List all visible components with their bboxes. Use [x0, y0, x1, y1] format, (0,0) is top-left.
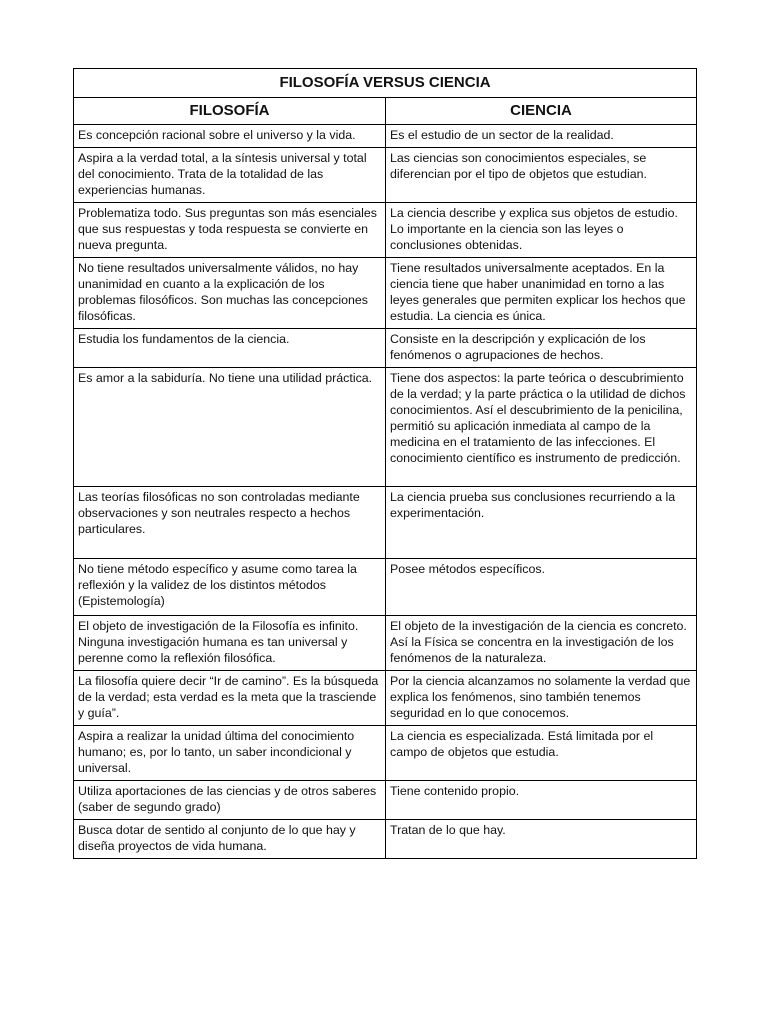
cell-filosofia: Problematiza todo. Sus preguntas son más esenciales que sus respuestas y toda respuesta se convierte en nueva pregunta.	[74, 203, 386, 258]
header-filosofia: FILOSOFÍA	[74, 98, 386, 125]
cell-filosofia: La filosofía quiere decir “Ir de camino”. Es la búsqueda de la verdad; esta verdad es la meta que la trasciende y guía”.	[74, 671, 386, 726]
cell-filosofia: Las teorías filosóficas no son controladas mediante observaciones y son neutrales respecto a hechos particulares.	[74, 487, 386, 559]
cell-ciencia: La ciencia prueba sus conclusiones recurriendo a la experimentación.	[386, 487, 697, 559]
table-header-row	[74, 98, 697, 125]
table-row	[74, 559, 697, 616]
cell-filosofia: Estudia los fundamentos de la ciencia.	[74, 329, 386, 368]
cell-filosofia: Utiliza aportaciones de las ciencias y de otros saberes (saber de segundo grado)	[74, 781, 386, 820]
header-ciencia: CIENCIA	[386, 98, 697, 125]
table-row	[74, 671, 697, 726]
table-row	[74, 368, 697, 487]
table-title: FILOSOFÍA VERSUS CIENCIA	[74, 69, 697, 98]
cell-ciencia: Las ciencias son conocimientos especiales, se diferencian por el tipo de objetos que estudian.	[386, 148, 697, 203]
table-row	[74, 203, 697, 258]
cell-filosofia: Es amor a la sabiduría. No tiene una utilidad práctica.	[74, 368, 386, 487]
cell-filosofia: No tiene resultados universalmente válidos, no hay unanimidad en cuanto a la explicación de los problemas filosóficos. Son muchas las concepciones filosóficas.	[74, 258, 386, 329]
cell-filosofia: Busca dotar de sentido al conjunto de lo que hay y diseña proyectos de vida humana.	[74, 820, 386, 859]
cell-filosofia: No tiene método específico y asume como tarea la reflexión y la validez de los distintos métodos (Epistemología)	[74, 559, 386, 616]
table-row	[74, 726, 697, 781]
cell-ciencia: Es el estudio de un sector de la realidad.	[386, 125, 697, 148]
comparison-table	[73, 68, 697, 859]
table-title-row	[74, 69, 697, 98]
table-row	[74, 616, 697, 671]
cell-filosofia: Es concepción racional sobre el universo y la vida.	[74, 125, 386, 148]
table-row	[74, 148, 697, 203]
cell-ciencia: Tratan de lo que hay.	[386, 820, 697, 859]
table-row	[74, 125, 697, 148]
cell-ciencia: Tiene dos aspectos: la parte teórica o descubrimiento de la verdad; y la parte práctica o la utilidad de dichos conocimientos. Así el descubrimiento de la penicilina, permitió su aplicación inmediata al campo de la medicina en el tratamiento de las infecciones. El conocimiento científico es instrumento de predicción.	[386, 368, 697, 487]
table-row	[74, 781, 697, 820]
cell-ciencia: Tiene resultados universalmente aceptados. En la ciencia tiene que haber unanimidad en torno a las leyes generales que permiten explicar los hechos que estudia. La ciencia es única.	[386, 258, 697, 329]
cell-filosofia: Aspira a la verdad total, a la síntesis universal y total del conocimiento. Trata de la totalidad de las experiencias humanas.	[74, 148, 386, 203]
cell-ciencia: Consiste en la descripción y explicación de los fenómenos o agrupaciones de hechos.	[386, 329, 697, 368]
cell-ciencia: El objeto de la investigación de la ciencia es concreto. Así la Física se concentra en la investigación de los fenómenos de la naturaleza.	[386, 616, 697, 671]
cell-ciencia: La ciencia es especializada. Está limitada por el campo de objetos que estudia.	[386, 726, 697, 781]
cell-filosofia: Aspira a realizar la unidad última del conocimiento humano; es, por lo tanto, un saber incondicional y universal.	[74, 726, 386, 781]
cell-filosofia: El objeto de investigación de la Filosofía es infinito. Ninguna investigación humana es tan universal y perenne como la reflexión filosófica.	[74, 616, 386, 671]
table-row	[74, 820, 697, 859]
table-row	[74, 329, 697, 368]
cell-ciencia: Posee métodos específicos.	[386, 559, 697, 616]
cell-ciencia: Por la ciencia alcanzamos no solamente la verdad que explica los fenómenos, sino también tenemos seguridad en lo que conocemos.	[386, 671, 697, 726]
table-row	[74, 487, 697, 559]
cell-ciencia: La ciencia describe y explica sus objetos de estudio. Lo importante en la ciencia son las leyes o conclusiones obtenidas.	[386, 203, 697, 258]
cell-ciencia: Tiene contenido propio.	[386, 781, 697, 820]
table-row	[74, 258, 697, 329]
